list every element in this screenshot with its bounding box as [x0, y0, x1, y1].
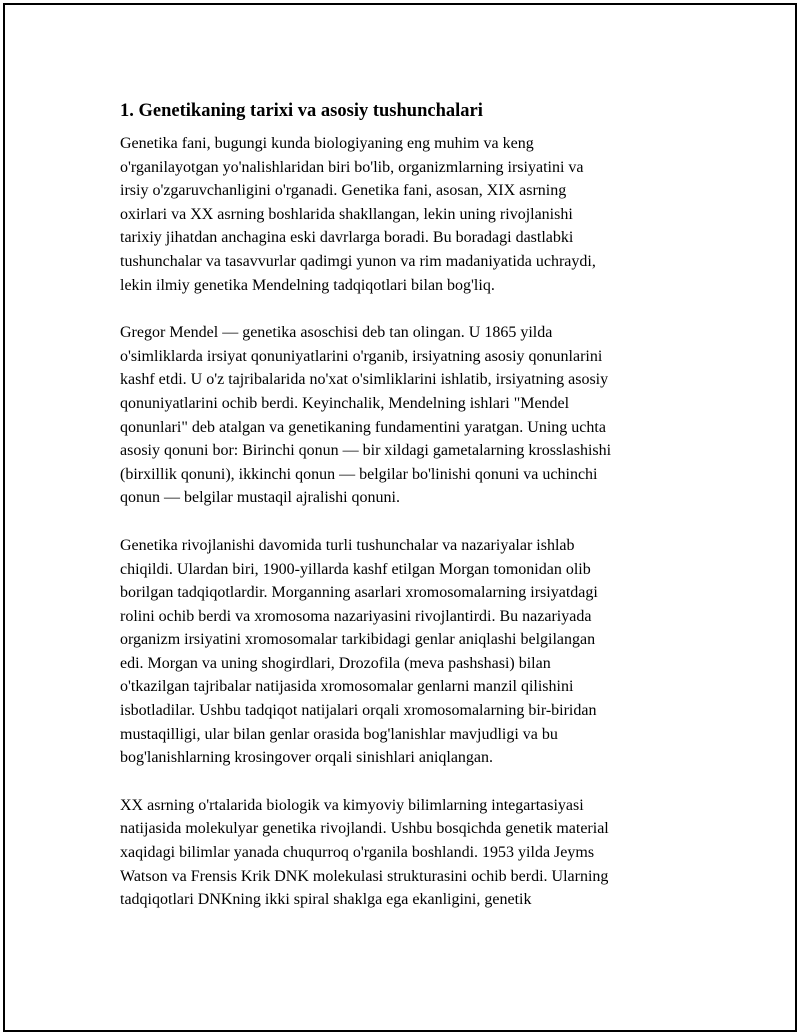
text-line: isbotladilar. Ushbu tadqiqot natijalari orqali xromosomalarning bir-biridan [120, 702, 597, 720]
paragraph-3 [120, 534, 700, 770]
document-body [120, 97, 700, 912]
text-line: Genetika rivojlanishi davomida turli tushunchalar va nazariyalar ishlab [120, 536, 575, 554]
paragraph-1 [120, 132, 700, 297]
page-frame [3, 3, 797, 1032]
text-line: Watson va Frensis Krik DNK molekulasi strukturasini ochib berdi. Ularning [120, 867, 609, 885]
text-line: rolini ochib berdi va xromosoma nazariyasini rivojlantirdi. Bu nazariyada [120, 607, 592, 625]
text-line: borilgan tadqiqotlardir. Morganning asarlari xromosomalarning irsiyatdagi [120, 584, 598, 602]
paragraph-2 [120, 321, 700, 510]
section-heading: 1. Genetikaning tarixi va asosiy tushunchalari [120, 101, 483, 121]
text-line: irsiy o'zgaruvchanligini o'rganadi. Genetika fani, asosan, XIX asrning [120, 182, 567, 200]
text-line: xaqidagi bilimlar yanada chuqurroq o'rganila boshlandi. 1953 yilda Jeyms [120, 844, 595, 862]
text-line: bog'lanishlarning krosingover orqali sinishlari aniqlangan. [120, 749, 494, 767]
text-line: mustaqilligi, ular bilan genlar orasida bog'lanishlar mavjudligi va bu [120, 725, 558, 743]
text-line: lekin ilmiy genetika Mendelning tadqiqotlari bilan bog'liq. [120, 276, 495, 294]
text-line: XX asrning o'rtalarida biologik va kimyoviy bilimlarning integartasiyasi [120, 796, 584, 814]
text-line: tadqiqotlari DNKning ikki spiral shaklga ega ekanligini, genetik [120, 891, 532, 909]
text-line: qonuniyatlarini ochib berdi. Keyinchalik, Mendelning ishlari "Mendel [120, 394, 570, 412]
text-line: kashf etdi. U o'z tajribalarida no'xat o'simliklarini ishlatib, irsiyatning asosiy [120, 371, 609, 389]
text-line: qonun — belgilar mustaqil ajralishi qonuni. [120, 489, 400, 507]
text-line: organizm irsiyatini xromosomalar tarkibidagi genlar aniqlashi belgilangan [120, 631, 596, 649]
text-line: oxirlari va XX asrning boshlarida shakllangan, lekin uning rivojlanishi [120, 205, 573, 223]
paragraph-4 [120, 794, 700, 912]
text-line: Gregor Mendel — genetika asoschisi deb tan olingan. U 1865 yilda [120, 324, 553, 342]
text-line: o'simliklarda irsiyat qonuniyatlarini o'rganib, irsiyatning asosiy qonunlarini [120, 347, 603, 365]
text-line: edi. Morgan va uning shogirdlari, Drozofila (meva pashshasi) bilan [120, 654, 551, 672]
text-line: chiqildi. Ulardan biri, 1900-yillarda kashf etilgan Morgan tomonidan olib [120, 560, 591, 578]
text-line: (birxillik qonuni), ikkinchi qonun — belgilar bo'linishi qonuni va uchinchi [120, 465, 598, 483]
text-line: tarixiy jihatdan anchagina eski davrlarga boradi. Bu boradagi dastlabki [120, 229, 574, 247]
text-line: tushunchalar va tasavvurlar qadimgi yunon va rim madaniyatida uchraydi, [120, 252, 596, 270]
text-line: qonunlari" deb atalgan va genetikaning fundamentini yaratgan. Uning uchta [120, 418, 606, 436]
text-line: asosiy qonuni bor: Birinchi qonun — bir xildagi gametalarning krosslashishi [120, 442, 612, 460]
text-line: Genetika fani, bugungi kunda biologiyaning eng muhim va keng [120, 135, 534, 152]
text-line: o'rganilayotgan yo'nalishlaridan biri bo'lib, organizmlarning irsiyatini va [120, 158, 584, 176]
text-line: natijasida molekulyar genetika rivojlandi. Ushbu bosqichda genetik material [120, 820, 609, 838]
text-line: o'tkazilgan tajribalar natijasida xromosomalar genlarni manzil qilishini [120, 678, 574, 696]
